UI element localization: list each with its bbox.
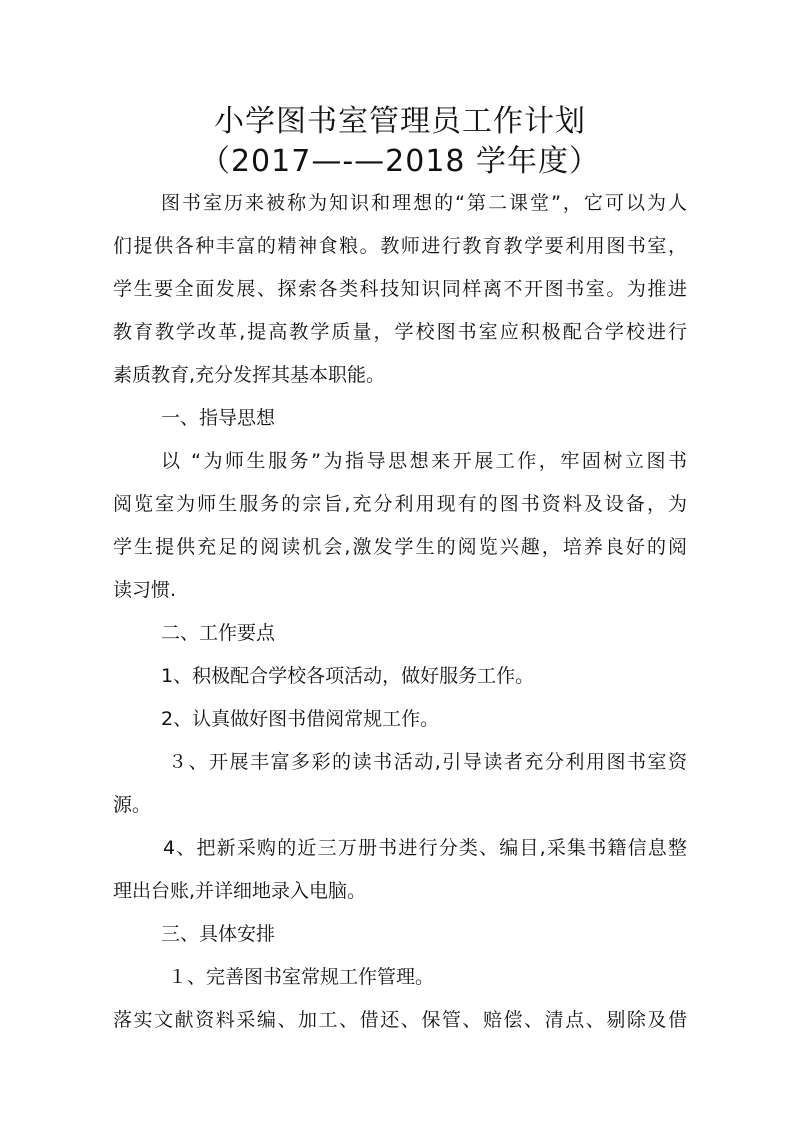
section-heading: 三、具体安排 — [161, 923, 276, 945]
list-item: ３、开展丰富多彩的读书活动,引导读者充分利用图书室资 — [168, 751, 687, 773]
document-subtitle: （2017—-—2018 学年度） — [199, 144, 601, 179]
list-item: １、完善图书室常规工作管理。 — [168, 966, 435, 988]
paragraph-line: 素质教育,充分发挥其基本职能。 — [113, 364, 386, 386]
paragraph-line: 落实文献资料采编、加工、借还、保管、赔偿、清点、剔除及借 — [113, 1009, 687, 1031]
list-item: 4、把新采购的近三万册书进行分类、编目,采集书籍信息整 — [163, 837, 687, 859]
paragraph-line: 图书室历来被称为知识和理想的“第二课堂”，它可以为人 — [161, 192, 687, 214]
paragraph-line: 读习惯. — [113, 579, 177, 601]
paragraph-line: 阅览室为师生服务的宗旨,充分利用现有的图书资料及设备，为 — [113, 493, 687, 515]
list-item: 2、认真做好图书借阅常规工作。 — [161, 708, 440, 730]
paragraph-line: 们提供各种丰富的精神食粮。教师进行教育教学要利用图书室， — [113, 235, 687, 257]
list-item-continuation: 理出台账,并详细地录入电脑。 — [113, 880, 367, 902]
paragraph-line: 学生提供充足的阅读机会,激发学生的阅览兴趣，培养良好的阅 — [113, 536, 687, 558]
section-heading: 一、指导思想 — [161, 407, 276, 429]
document-title: 小学图书室管理员工作计划 — [214, 104, 586, 139]
paragraph-line: 教育教学改革,提高教学质量，学校图书室应积极配合学校进行 — [113, 321, 687, 343]
paragraph-line: 学生要全面发展、探索各类科技知识同样离不开图书室。为推进 — [113, 278, 687, 300]
section-heading: 二、工作要点 — [161, 622, 276, 644]
list-item-continuation: 源。 — [113, 794, 152, 816]
list-item: 1、积极配合学校各项活动，做好服务工作。 — [161, 665, 535, 687]
paragraph-line: 以 “为师生服务”为指导思想来开展工作，牢固树立图书 — [161, 450, 687, 472]
